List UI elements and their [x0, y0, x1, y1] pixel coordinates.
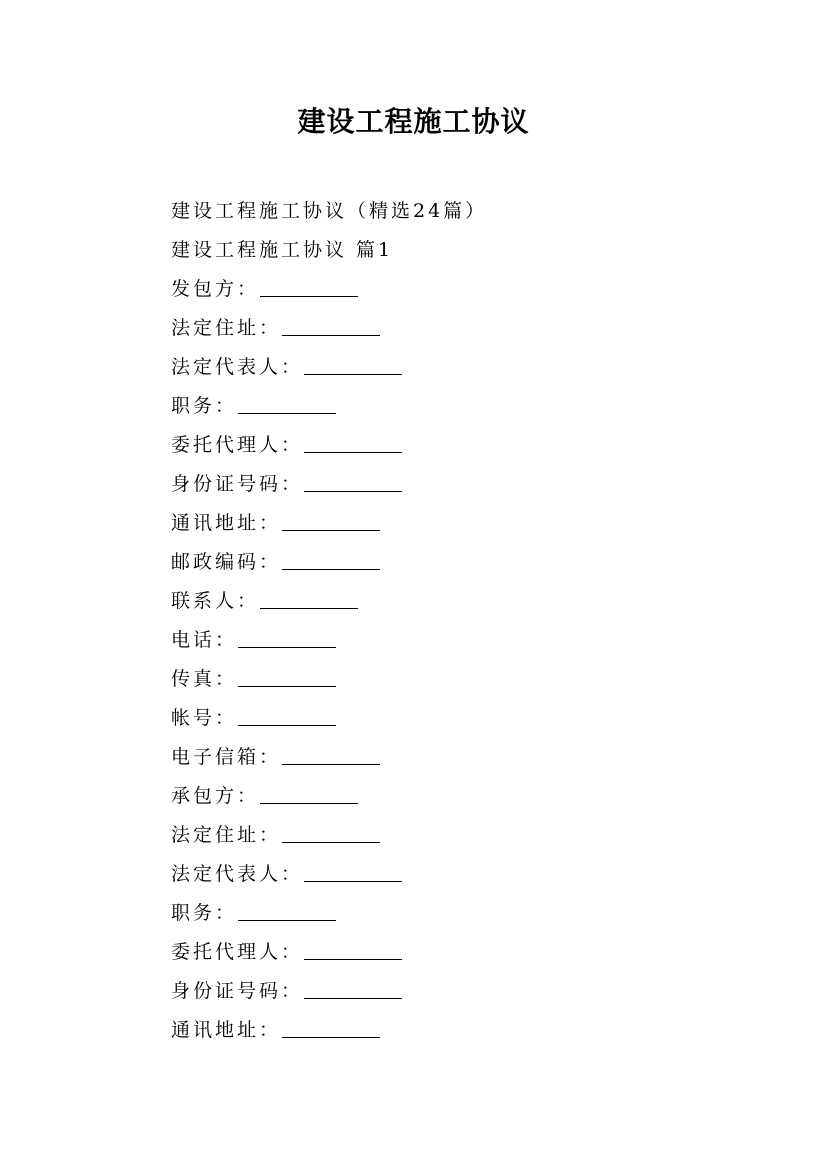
field-row — [171, 738, 771, 777]
field-row — [171, 777, 771, 816]
fill-in-blank — [282, 508, 380, 531]
fill-in-blank — [304, 430, 402, 453]
field-label: 电话： — [171, 629, 238, 651]
field-row — [171, 933, 771, 972]
field-label: 电子信箱： — [171, 746, 282, 768]
field-row — [171, 465, 771, 504]
field-row — [171, 504, 771, 543]
fill-in-blank — [238, 664, 336, 687]
field-label: 承包方： — [171, 785, 260, 807]
fill-in-blank — [304, 352, 402, 375]
party-fields — [171, 270, 771, 1050]
field-label: 身份证号码： — [171, 980, 304, 1002]
fill-in-blank — [238, 703, 336, 726]
field-row — [171, 309, 771, 348]
fill-in-blank — [260, 586, 358, 609]
field-row — [171, 582, 771, 621]
fill-in-blank — [260, 781, 358, 804]
field-row — [171, 1011, 771, 1050]
document-body — [171, 192, 771, 1050]
field-row — [171, 660, 771, 699]
field-label: 法定代表人： — [171, 356, 304, 378]
field-row — [171, 972, 771, 1011]
fill-in-blank — [282, 1015, 380, 1038]
field-row — [171, 621, 771, 660]
field-label: 身份证号码： — [171, 473, 304, 495]
fill-in-blank — [238, 391, 336, 414]
fill-in-blank — [282, 313, 380, 336]
field-row — [171, 699, 771, 738]
field-row — [171, 270, 771, 309]
field-label: 职务： — [171, 395, 238, 417]
fill-in-blank — [260, 274, 358, 297]
fill-in-blank — [238, 898, 336, 921]
fill-in-blank — [238, 625, 336, 648]
fill-in-blank — [282, 742, 380, 765]
field-label: 法定代表人： — [171, 863, 304, 885]
field-label: 法定住址： — [171, 317, 282, 339]
fill-in-blank — [304, 937, 402, 960]
field-row — [171, 387, 771, 426]
field-label: 职务： — [171, 902, 238, 924]
fill-in-blank — [304, 469, 402, 492]
field-label: 帐号： — [171, 707, 238, 729]
field-label: 通讯地址： — [171, 512, 282, 534]
field-row — [171, 426, 771, 465]
field-label: 联系人： — [171, 590, 260, 612]
field-label: 传真： — [171, 668, 238, 690]
field-row — [171, 348, 771, 387]
field-label: 委托代理人： — [171, 434, 304, 456]
fill-in-blank — [282, 820, 380, 843]
field-label: 委托代理人： — [171, 941, 304, 963]
fill-in-blank — [304, 859, 402, 882]
field-row — [171, 543, 771, 582]
field-label: 法定住址： — [171, 824, 282, 846]
fill-in-blank — [304, 976, 402, 999]
document-title: 建设工程施工协议 — [297, 105, 530, 138]
field-label: 发包方： — [171, 278, 260, 300]
section-heading: 建设工程施工协议 篇1 — [171, 239, 394, 261]
fill-in-blank — [282, 547, 380, 570]
document-intro: 建设工程施工协议（精选24篇） — [171, 200, 488, 222]
field-label: 通讯地址： — [171, 1019, 282, 1041]
field-label: 邮政编码： — [171, 551, 282, 573]
field-row — [171, 894, 771, 933]
field-row — [171, 816, 771, 855]
field-row — [171, 855, 771, 894]
